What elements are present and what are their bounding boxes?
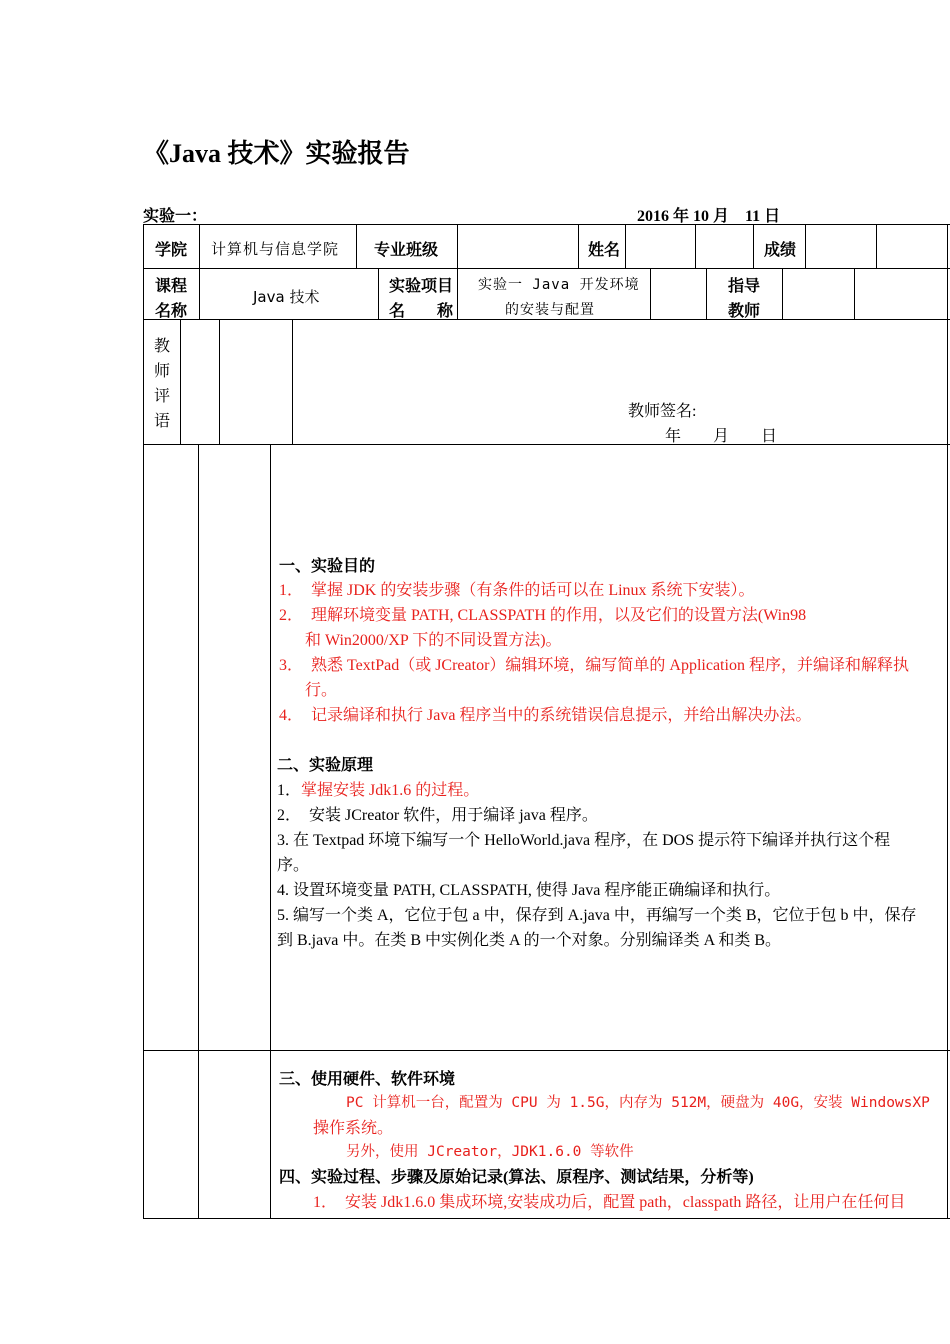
experiment-label: 实验一： bbox=[143, 208, 208, 225]
row2-divider bbox=[782, 268, 783, 319]
table-rule-row2 bbox=[143, 319, 950, 320]
section3-line: 操作系统。 bbox=[313, 1120, 394, 1137]
section2-item-text: 掌握安装 Jdk1.6 的过程。 bbox=[301, 782, 480, 799]
comment-label-char: 语 bbox=[153, 413, 170, 430]
table-border-right bbox=[947, 224, 948, 1219]
teacher-label-1: 指导 bbox=[728, 278, 761, 295]
row2-divider bbox=[650, 268, 651, 319]
section2-item: 2． 安装 JCreator 软件，用于编译 java 程序。 bbox=[277, 807, 598, 824]
table-rule-row1 bbox=[143, 268, 950, 269]
project-value-2: 的安装与配置 bbox=[505, 302, 595, 318]
section1-item-cont: 行。 bbox=[305, 682, 338, 699]
teacher-label-2: 教师 bbox=[728, 303, 761, 320]
project-label-1: 实验项目 bbox=[389, 278, 454, 295]
comment-divider bbox=[219, 319, 220, 444]
section1-item: 3． 熟悉 TextPad（或 JCreator）编辑环境，编写简单的 Application 程序，并编译和解释执 bbox=[279, 657, 909, 674]
course-label-1: 课程 bbox=[155, 278, 188, 295]
section2-item: 5. 编写一个类 A，它位于包 a 中，保存到 A.java 中，再编写一个类 B，它位于包 b 中，保存 bbox=[277, 907, 917, 924]
section2-item bbox=[277, 777, 479, 800]
report-title: 《Java 技术》实验报告 bbox=[143, 139, 410, 168]
table-rule-comment bbox=[143, 444, 950, 445]
body-divider bbox=[198, 444, 199, 1218]
row2-divider bbox=[199, 268, 200, 319]
row1-divider bbox=[199, 224, 200, 268]
section4-heading: 四、实验过程、步骤及原始记录(算法、原程序、测试结果，分析等) bbox=[279, 1169, 754, 1186]
section1-item-cont: 和 Win2000/XP 下的不同设置方法)。 bbox=[305, 632, 562, 649]
college-value: 计算机与信息学院 bbox=[211, 240, 340, 258]
row1-divider bbox=[457, 224, 458, 268]
comment-label-char: 师 bbox=[153, 363, 170, 380]
section4-line: 1． 安装 Jdk1.6.0 集成环境,安装成功后，配置 path，classpath 路径，让用户在任何目 bbox=[313, 1194, 906, 1211]
course-value: Java 技术 bbox=[253, 288, 320, 306]
row1-divider bbox=[753, 224, 754, 268]
row1-divider bbox=[805, 224, 806, 268]
section1-item: 2． 理解环境变量 PATH, CLASSPATH 的作用，以及它们的设置方法(Win98 bbox=[279, 607, 807, 624]
table-rule-top bbox=[143, 224, 950, 225]
teacher-signature-label: 教师签名: bbox=[628, 403, 697, 420]
section2-item-cont: 到 B.java 中。在类 B 中实例化类 A 的一个对象。分别编译类 A 和类 B。 bbox=[277, 932, 782, 949]
table-rule-section bbox=[143, 1050, 950, 1051]
row1-divider bbox=[695, 224, 696, 268]
name-label: 姓名 bbox=[588, 242, 621, 259]
row2-divider bbox=[854, 268, 855, 319]
table-border-left bbox=[143, 224, 144, 1219]
section3-line: 另外，使用 JCreator，JDK1.6.0 等软件 bbox=[346, 1144, 634, 1160]
row2-divider bbox=[706, 268, 707, 319]
class-label: 专业班级 bbox=[374, 242, 439, 259]
row1-divider bbox=[625, 224, 626, 268]
comment-label-char: 教 bbox=[153, 338, 170, 355]
section3-line: PC 计算机一台，配置为 CPU 为 1.5G，内存为 512M，硬盘为 40G，安装 WindowsXP bbox=[346, 1095, 930, 1111]
section2-heading: 二、实验原理 bbox=[277, 757, 374, 774]
section2-item: 4. 设置环境变量 PATH, CLASSPATH, 使得 Java 程序能正确编译和执行。 bbox=[277, 882, 781, 899]
row2-divider bbox=[378, 268, 379, 319]
comment-label bbox=[152, 334, 172, 434]
college-label: 学院 bbox=[155, 242, 188, 259]
body-divider bbox=[270, 444, 271, 1218]
table-rule-bottom bbox=[143, 1218, 950, 1219]
comment-label-char: 评 bbox=[153, 388, 170, 405]
project-value-1: 实验一 Java 开发环境 bbox=[478, 277, 640, 293]
comment-divider bbox=[292, 319, 293, 444]
project-label-2: 名 称 bbox=[389, 303, 454, 320]
section2-item-cont: 序。 bbox=[277, 857, 310, 874]
score-label: 成绩 bbox=[764, 242, 797, 259]
row1-divider bbox=[356, 224, 357, 268]
section1-heading: 一、实验目的 bbox=[279, 558, 376, 575]
section2-item: 3. 在 Textpad 环境下编写一个 HelloWorld.java 程序，在 DOS 提示符下编译并执行这个程 bbox=[277, 832, 891, 849]
section1-item: 4． 记录编译和执行 Java 程序当中的系统错误信息提示，并给出解决办法。 bbox=[279, 707, 812, 724]
report-date: 2016 年 10 月 11 日 bbox=[637, 208, 781, 225]
row2-divider bbox=[457, 268, 458, 319]
comment-divider bbox=[180, 319, 181, 444]
section3-heading: 三、使用硬件、软件环境 bbox=[279, 1071, 456, 1088]
section2-item-number: 1． bbox=[277, 782, 302, 799]
row1-divider bbox=[876, 224, 877, 268]
section1-item: 1． 掌握 JDK 的安装步骤（有条件的话可以在 Linux 系统下安装）。 bbox=[279, 582, 755, 599]
course-label-2: 名称 bbox=[155, 303, 188, 320]
signature-date: 年 月 日 bbox=[665, 428, 778, 445]
row1-divider bbox=[578, 224, 579, 268]
